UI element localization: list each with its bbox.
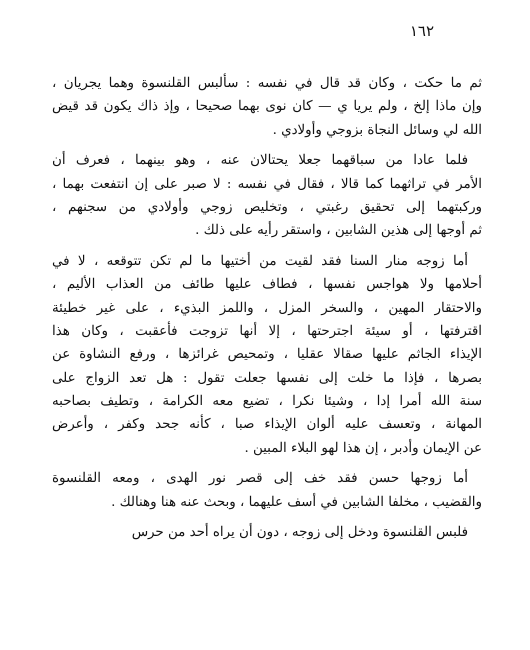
text-line: ثم ما حكت ، وكان قد قال في نفسه : سألبس القلنسوة وهما يجريان ،: [52, 76, 482, 91]
text-line: والاحتقار المهين ، والسخر المزل ، واللمز البذيء ، على غير خطيئة: [52, 300, 482, 316]
text-line: بصرها ، فإذا ما خلت إلى نفسها جعلت تقول : هل تعد الزواج على: [52, 370, 482, 386]
paragraph-gap: [52, 514, 482, 521]
text-line: اقترفتها ، أو سيئة اجترحتها ، إلا أنها تزوجت فأعقبت ، وكان هذا: [52, 323, 482, 339]
text-line: أحلامها ولا هواجس نفسها ، فطاف عليها طائف من العذاب الأليم ،: [52, 277, 482, 293]
paragraph-gap: [52, 460, 482, 467]
text-line: الأمر في تراثهما كما قالا ، فقال في نفسه : لا صبر على إن انتفعت بهما ،: [52, 176, 482, 192]
text-line: وإن ماذا إلخ ، ولم يريا ي — كان نوى بهما صحيحا ، وإذ ذاك يكون قد قيض: [52, 99, 482, 115]
text-line: ثم أوجها إلى هذين الشابين ، واستقر رأيه على ذلك .: [195, 223, 482, 239]
text-line: المهانة ، وتعسف عليه ألوان الإيذاء صبا ، كأنه جحد وكفر ، وأعرض: [52, 417, 482, 433]
text-line: وركبتهما إلى تحقيق رغبتي ، وتخليص زوجي وأولادي من سجنهم ،: [52, 199, 482, 215]
text-line: أما زوجها حسن فقد خف إلى قصر نور الهدى ، ومعه القلنسوة: [52, 471, 468, 487]
text-line: والقضيب ، مخلفا الشابين في أسف عليهما ، وبحث عنه هنا وهنالك .: [111, 494, 482, 510]
text-line: فلبس القلنسوة ودخل إلى زوجه ، دون أن يراه أحد من حرس: [131, 525, 468, 541]
text-line: الله لي وسائل النجاة بزوجي وأولادي .: [272, 122, 482, 138]
text-line: عن الإيمان وأدبر ، إن هذا لهو البلاء المبين .: [244, 440, 482, 456]
page-number: ١٦٢: [409, 22, 434, 40]
paragraph-gap: [52, 243, 482, 250]
body-text: [52, 72, 482, 544]
paragraph-gap: [52, 142, 482, 149]
text-line: أما زوجه منار السنا فقد لقيت من أختيها ما لم تكن تتوقعه ، لا في: [52, 253, 468, 269]
text-line: الإيذاء الجاثم عليها صقالا عقليا ، وتمحيص غرائزها ، ورفع النشاوة عن: [52, 347, 482, 363]
text-line: فلما عادا من سباقهما جعلا يحتالان عنه ، وهو بينهما ، فعرف أن: [52, 153, 468, 169]
text-line: سنة الله أمرا إدا ، وشيئا نكرا ، تضيع معه الكرامة ، وتطيف بصاحبه: [52, 394, 482, 410]
